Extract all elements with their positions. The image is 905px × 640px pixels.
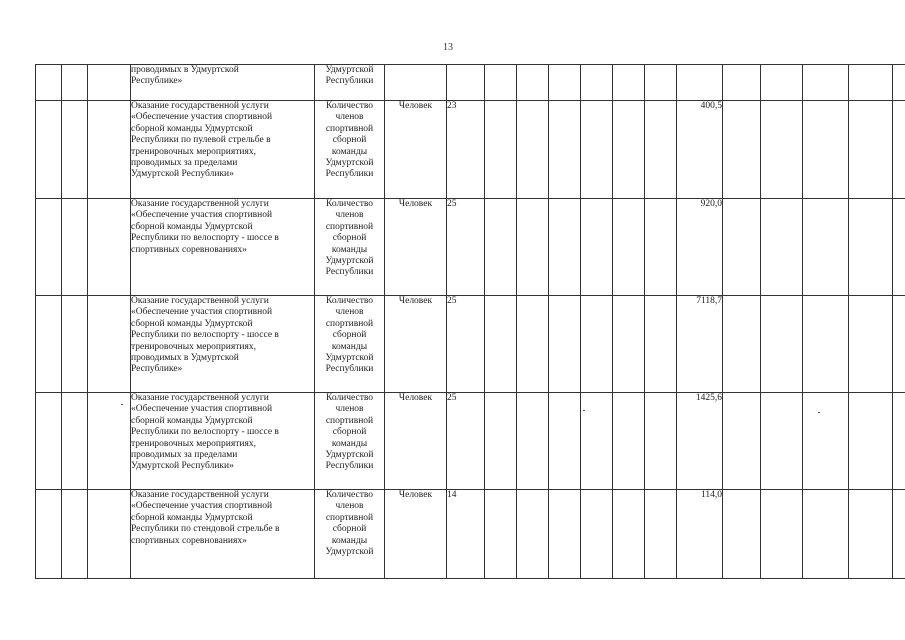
empty-cell xyxy=(723,296,761,393)
indicator-line: Количество xyxy=(325,490,374,500)
service-name-line: «Обеспечение участия спортивной xyxy=(131,307,273,318)
service-name-cell xyxy=(131,296,315,393)
service-name-line: Оказание государственной услуги xyxy=(131,490,269,500)
scan-speck xyxy=(121,404,123,405)
empty-cell xyxy=(723,490,761,579)
empty-cell xyxy=(62,490,88,579)
empty-cell xyxy=(517,393,549,490)
service-name-line: Удмуртской Республики» xyxy=(131,169,234,180)
indicator-line: Республики xyxy=(325,169,374,180)
empty-cell xyxy=(803,199,849,296)
empty-cell xyxy=(36,490,62,579)
empty-cell xyxy=(485,296,517,393)
empty-cell xyxy=(613,65,645,101)
empty-cell xyxy=(62,65,88,101)
empty-cell xyxy=(36,296,62,393)
indicator-line: команды xyxy=(331,146,368,157)
empty-cell xyxy=(849,296,893,393)
indicator-line: Республики xyxy=(325,267,374,278)
empty-cell xyxy=(517,101,549,199)
service-name-line: «Обеспечение участия спортивной xyxy=(131,112,273,123)
empty-cell xyxy=(88,490,131,579)
empty-cell xyxy=(723,393,761,490)
empty-cell xyxy=(645,296,677,393)
service-name-line: Оказание государственной услуги xyxy=(131,199,269,209)
empty-cell xyxy=(893,199,905,296)
empty-cell xyxy=(645,490,677,579)
quantity-cell: 25 xyxy=(447,393,485,490)
service-name-line: сборной команды Удмуртской xyxy=(131,512,253,523)
empty-cell xyxy=(581,101,613,199)
empty-cell xyxy=(645,393,677,490)
indicator-line: команды xyxy=(331,244,368,255)
service-name-line: проводимых за пределами xyxy=(131,450,238,461)
service-name-line: «Обеспечение участия спортивной xyxy=(131,404,273,415)
table-row xyxy=(36,65,905,101)
unit-cell: Человек xyxy=(385,101,447,199)
service-name-line: «Обеспечение участия спортивной xyxy=(131,501,273,512)
unit-cell: Человек xyxy=(385,393,447,490)
indicator-line: Республики xyxy=(325,461,374,472)
table-row xyxy=(36,490,905,579)
empty-cell xyxy=(581,490,613,579)
service-name-cell xyxy=(131,490,315,579)
empty-cell xyxy=(761,393,803,490)
service-name-line: Оказание государственной услуги xyxy=(131,393,269,403)
empty-cell xyxy=(517,65,549,101)
empty-cell xyxy=(517,296,549,393)
indicator-line: Количество xyxy=(325,393,374,403)
indicator-cell xyxy=(315,101,385,199)
table-row xyxy=(36,199,905,296)
service-name-line: Республики по пулевой стрельбе в xyxy=(131,135,271,146)
service-name-line: сборной команды Удмуртской xyxy=(131,318,253,329)
table-row xyxy=(36,393,905,490)
indicator-line: сборной xyxy=(332,330,367,341)
service-name-line: Республики по велоспорту - шоссе в xyxy=(131,330,279,341)
indicator-line: Республики xyxy=(325,76,374,87)
indicator-line: сборной xyxy=(332,135,367,146)
empty-cell xyxy=(62,199,88,296)
quantity-cell: 25 xyxy=(447,296,485,393)
service-name-line: спортивных соревнованиях» xyxy=(131,535,247,546)
table-row xyxy=(36,296,905,393)
service-name-line: Оказание государственной услуги xyxy=(131,101,269,111)
empty-cell xyxy=(485,393,517,490)
indicator-line: членов xyxy=(335,501,364,512)
empty-cell xyxy=(485,101,517,199)
unit-cell: Человек xyxy=(385,199,447,296)
service-name-line: сборной команды Удмуртской xyxy=(131,221,253,232)
service-name-line: «Обеспечение участия спортивной xyxy=(131,210,273,221)
service-name-line: тренировочных мероприятиях, xyxy=(131,438,256,449)
empty-cell xyxy=(645,199,677,296)
empty-cell xyxy=(645,65,677,101)
unit-cell: Человек xyxy=(385,296,447,393)
service-name-cell xyxy=(131,65,315,101)
indicator-line: членов xyxy=(335,307,364,318)
unit-cell: Человек xyxy=(385,490,447,579)
empty-cell xyxy=(485,490,517,579)
quantity-cell: 23 xyxy=(447,101,485,199)
page-number: 13 xyxy=(443,42,453,53)
empty-cell xyxy=(613,296,645,393)
service-name-cell xyxy=(131,393,315,490)
indicator-cell xyxy=(315,65,385,101)
empty-cell xyxy=(62,101,88,199)
empty-cell xyxy=(849,199,893,296)
indicator-line: Удмуртской xyxy=(325,256,374,267)
service-name-cell xyxy=(131,101,315,199)
empty-cell xyxy=(893,65,905,101)
service-name-line: проводимых в Удмуртской xyxy=(131,353,239,364)
empty-cell xyxy=(549,490,581,579)
indicator-line: спортивной xyxy=(325,318,374,329)
empty-cell xyxy=(581,199,613,296)
service-name-line: проводимых в Удмуртской xyxy=(131,65,239,75)
empty-cell xyxy=(893,296,905,393)
indicator-line: команды xyxy=(331,341,368,352)
empty-cell xyxy=(761,199,803,296)
service-name-line: Оказание государственной услуги xyxy=(131,296,269,306)
amount-cell: 1425,6 xyxy=(677,393,723,490)
amount-cell: 920,0 xyxy=(677,199,723,296)
service-name-line: сборной команды Удмуртской xyxy=(131,123,253,134)
indicator-line: команды xyxy=(331,535,368,546)
service-name-line: тренировочных мероприятиях, xyxy=(131,341,256,352)
empty-cell xyxy=(581,393,613,490)
indicator-line: членов xyxy=(335,404,364,415)
indicator-line: спортивной xyxy=(325,221,374,232)
empty-cell xyxy=(581,65,613,101)
empty-cell xyxy=(549,296,581,393)
empty-cell xyxy=(761,65,803,101)
empty-cell xyxy=(893,101,905,199)
service-name-line: проводимых за пределами xyxy=(131,158,238,169)
service-name-line: Республики по велоспорту - шоссе в xyxy=(131,427,279,438)
indicator-line: Удмуртской xyxy=(325,65,374,75)
empty-cell xyxy=(36,393,62,490)
empty-cell xyxy=(803,393,849,490)
empty-cell xyxy=(517,199,549,296)
indicator-line: сборной xyxy=(332,233,367,244)
indicator-line: Удмуртской xyxy=(325,450,374,461)
indicator-line: Количество xyxy=(325,296,374,306)
empty-cell xyxy=(803,296,849,393)
empty-cell xyxy=(723,101,761,199)
empty-cell xyxy=(88,393,131,490)
indicator-line: сборной xyxy=(332,427,367,438)
indicator-line: Удмуртской xyxy=(325,353,374,364)
indicator-line: Республики xyxy=(325,364,374,375)
empty-cell xyxy=(88,296,131,393)
empty-cell xyxy=(893,393,905,490)
empty-cell xyxy=(88,199,131,296)
empty-cell xyxy=(893,490,905,579)
empty-cell xyxy=(549,65,581,101)
indicator-line: Количество xyxy=(325,101,374,111)
empty-cell xyxy=(36,101,62,199)
empty-cell xyxy=(485,199,517,296)
indicator-line: спортивной xyxy=(325,415,374,426)
empty-cell xyxy=(645,101,677,199)
service-name-line: Республике» xyxy=(131,76,183,87)
service-name-line: Удмуртской Республики» xyxy=(131,461,234,472)
scan-speck xyxy=(583,410,585,411)
empty-cell xyxy=(613,490,645,579)
empty-cell xyxy=(88,101,131,199)
empty-cell xyxy=(36,65,62,101)
table-row xyxy=(36,101,905,199)
service-name-cell xyxy=(131,199,315,296)
empty-cell xyxy=(803,101,849,199)
empty-cell xyxy=(613,199,645,296)
empty-cell xyxy=(803,490,849,579)
empty-cell xyxy=(761,296,803,393)
indicator-cell xyxy=(315,490,385,579)
budget-table xyxy=(35,64,905,579)
empty-cell xyxy=(849,490,893,579)
empty-cell xyxy=(549,101,581,199)
indicator-line: Удмуртской xyxy=(325,547,374,558)
empty-cell xyxy=(517,490,549,579)
indicator-cell xyxy=(315,296,385,393)
empty-cell xyxy=(723,199,761,296)
empty-cell xyxy=(581,296,613,393)
amount-cell: 7118,7 xyxy=(677,296,723,393)
amount-cell: 114,0 xyxy=(677,490,723,579)
indicator-cell xyxy=(315,199,385,296)
quantity-cell xyxy=(447,65,485,101)
quantity-cell: 14 xyxy=(447,490,485,579)
service-name-line: спортивных соревнованиях» xyxy=(131,244,247,255)
service-name-line: Республики по велоспорту - шоссе в xyxy=(131,233,279,244)
empty-cell xyxy=(849,393,893,490)
empty-cell xyxy=(761,490,803,579)
amount-cell: 400,5 xyxy=(677,101,723,199)
indicator-line: команды xyxy=(331,438,368,449)
service-name-line: Республике» xyxy=(131,364,183,375)
empty-cell xyxy=(613,101,645,199)
indicator-line: членов xyxy=(335,112,364,123)
empty-cell xyxy=(485,65,517,101)
indicator-line: Удмуртской xyxy=(325,158,374,169)
service-name-line: сборной команды Удмуртской xyxy=(131,415,253,426)
indicator-line: спортивной xyxy=(325,123,374,134)
scan-speck xyxy=(818,412,820,413)
empty-cell xyxy=(613,393,645,490)
empty-cell xyxy=(549,393,581,490)
empty-cell xyxy=(36,199,62,296)
empty-cell xyxy=(62,393,88,490)
indicator-line: сборной xyxy=(332,524,367,535)
indicator-cell xyxy=(315,393,385,490)
indicator-line: членов xyxy=(335,210,364,221)
empty-cell xyxy=(62,296,88,393)
empty-cell xyxy=(849,101,893,199)
indicator-line: спортивной xyxy=(325,512,374,523)
quantity-cell: 25 xyxy=(447,199,485,296)
empty-cell xyxy=(549,199,581,296)
empty-cell xyxy=(723,65,761,101)
amount-cell xyxy=(677,65,723,101)
unit-cell xyxy=(385,65,447,101)
service-name-line: Республики по стендовой стрельбе в xyxy=(131,524,280,535)
empty-cell xyxy=(803,65,849,101)
empty-cell xyxy=(849,65,893,101)
service-name-line: тренировочных мероприятиях, xyxy=(131,146,256,157)
empty-cell xyxy=(761,101,803,199)
indicator-line: Количество xyxy=(325,199,374,209)
empty-cell xyxy=(88,65,131,101)
